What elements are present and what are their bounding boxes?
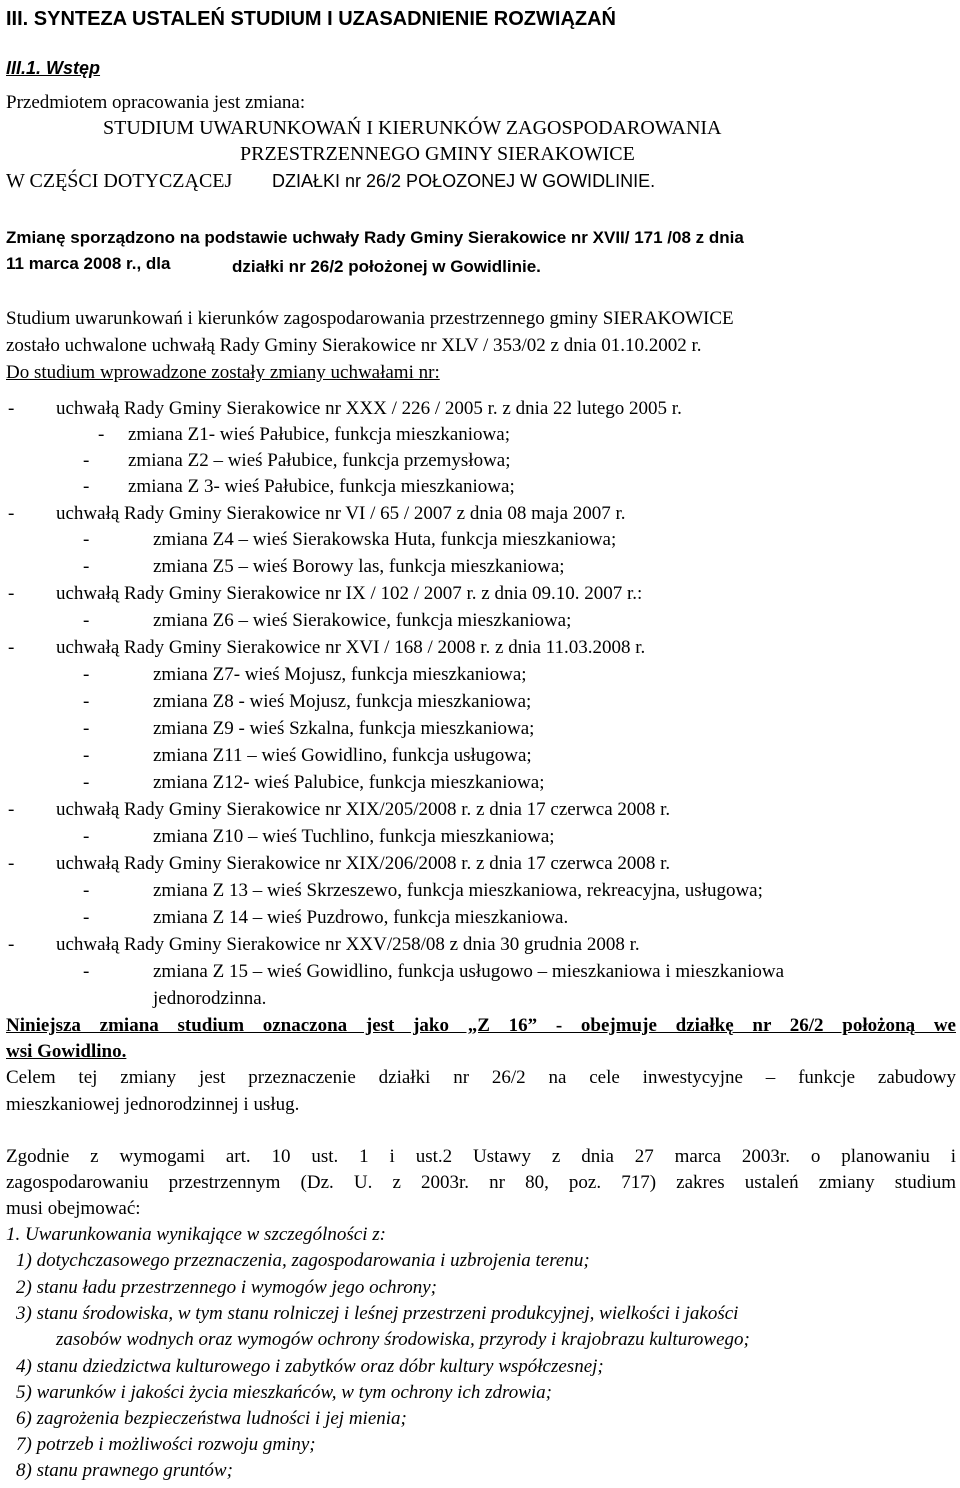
change-z8: zmiana Z8 - wieś Mojusz, funkcja mieszkaniowa; xyxy=(153,691,532,712)
list-dash: - xyxy=(8,853,15,874)
list-dash: - xyxy=(83,691,90,712)
list-dash: - xyxy=(83,772,90,793)
resolution-3: uchwałą Rady Gminy Sierakowice nr IX / 102 / 2007 r. z dnia 09.10. 2007 r.: xyxy=(56,583,643,604)
change-z1: zmiana Z1- wieś Pałubice, funkcja mieszkaniowa; xyxy=(128,424,510,445)
resolution-6: uchwałą Rady Gminy Sierakowice nr XIX/206/2008 r. z dnia 17 czerwca 2008 r. xyxy=(56,853,671,874)
change-z15: zmiana Z 15 – wieś Gowidlino, funkcja usługowo – mieszkaniowa i mieszkaniowa xyxy=(153,961,785,982)
studium-line-1: Studium uwarunkowań i kierunków zagospodarowania przestrzennego gminy SIERAKOWICE xyxy=(6,308,734,329)
condition-3-cont: zasobów wodnych oraz wymogów ochrony środowiska, przyrody i krajobrazu kulturowego; xyxy=(56,1329,750,1350)
change-z10: zmiana Z10 – wieś Tuchlino, funkcja mieszkaniowa; xyxy=(153,826,555,847)
change-z15-cont: jednorodzinna. xyxy=(153,988,267,1009)
condition-6: 6) zagrożenia bezpieczeństwa ludności i jej mienia; xyxy=(16,1408,407,1429)
change-z12: zmiana Z12- wieś Palubice, funkcja mieszkaniowa; xyxy=(153,772,545,793)
conditions-heading: 1. Uwarunkowania wynikające w szczególności z: xyxy=(6,1224,386,1245)
change-z2: zmiana Z2 – wieś Pałubice, funkcja przemysłowa; xyxy=(128,450,511,471)
current-change-line-1: Niniejsza zmiana studium oznaczona jest jako „Z 16” - obejmuje działkę nr 26/2 położoną we xyxy=(6,1015,956,1036)
list-dash: - xyxy=(8,934,15,955)
section-title: III.1. Wstęp xyxy=(6,58,101,78)
list-dash: - xyxy=(83,718,90,739)
condition-1: 1) dotychczasowego przeznaczenia, zagospodarowania i uzbrojenia terenu; xyxy=(16,1250,590,1271)
change-z14: zmiana Z 14 – wieś Puzdrowo, funkcja mieszkaniowa. xyxy=(153,907,569,928)
change-z5: zmiana Z5 – wieś Borowy las, funkcja mieszkaniowa; xyxy=(153,556,565,577)
list-dash: - xyxy=(98,424,105,445)
change-z6: zmiana Z6 – wieś Sierakowice, funkcja mieszkaniowa; xyxy=(153,610,572,631)
list-dash: - xyxy=(8,583,15,604)
law-line-1: Zgodnie z wymogami art. 10 ust. 1 i ust.2 Ustawy z dnia 27 marca 2003r. o planowaniu i xyxy=(6,1146,956,1167)
list-dash: - xyxy=(83,476,90,497)
condition-2: 2) stanu ładu przestrzennego i wymogów jego ochrony; xyxy=(16,1277,437,1298)
basis-line-2a: 11 marca 2008 r., dla xyxy=(6,254,171,273)
basis-line-1: Zmianę sporządzono na podstawie uchwały Rady Gminy Sierakowice nr XVII/ 171 /08 z dnia xyxy=(6,228,744,247)
change-z11: zmiana Z11 – wieś Gowidlino, funkcja usługowa; xyxy=(153,745,532,766)
law-line-2: zagospodarowaniu przestrzennym (Dz. U. z 2003r. nr 80, poz. 717) zakres ustaleń zmiany studium xyxy=(6,1172,956,1193)
list-dash: - xyxy=(83,556,90,577)
list-dash: - xyxy=(83,961,90,982)
purpose-line-2: mieszkaniowej jednorodzinnej i usług. xyxy=(6,1094,300,1115)
law-line-3: musi obejmować: xyxy=(6,1198,141,1219)
title-line-2: PRZESTRZENNEGO GMINY SIERAKOWICE xyxy=(240,143,635,165)
current-change-line-2: wsi Gowidlino. xyxy=(6,1041,127,1062)
document-heading: III. SYNTEZA USTALEŃ STUDIUM I UZASADNIENIE ROZWIĄZAŃ xyxy=(6,8,616,30)
studium-line-3: Do studium wprowadzone zostały zmiany uchwałami nr: xyxy=(6,362,440,383)
list-dash: - xyxy=(83,826,90,847)
change-z7: zmiana Z7- wieś Mojusz, funkcja mieszkaniowa; xyxy=(153,664,527,685)
list-dash: - xyxy=(83,745,90,766)
title-line-3a: W CZĘŚCI DOTYCZĄCEJ xyxy=(6,170,233,192)
condition-7: 7) potrzeb i możliwości rozwoju gminy; xyxy=(16,1434,316,1455)
list-dash: - xyxy=(8,637,15,658)
list-dash: - xyxy=(83,529,90,550)
list-dash: - xyxy=(8,799,15,820)
resolution-1: uchwałą Rady Gminy Sierakowice nr XXX / 226 / 2005 r. z dnia 22 lutego 2005 r. xyxy=(56,398,682,419)
intro-text: Przedmiotem opracowania jest zmiana: xyxy=(6,92,306,113)
resolution-7: uchwałą Rady Gminy Sierakowice nr XXV/258/08 z dnia 30 grudnia 2008 r. xyxy=(56,934,640,955)
resolution-2: uchwałą Rady Gminy Sierakowice nr VI / 65 / 2007 z dnia 08 maja 2007 r. xyxy=(56,503,626,524)
list-dash: - xyxy=(83,450,90,471)
condition-5: 5) warunków i jakości życia mieszkańców, w tym ochrony ich zdrowia; xyxy=(16,1382,552,1403)
change-z4: zmiana Z4 – wieś Sierakowska Huta, funkcja mieszkaniowa; xyxy=(153,529,617,550)
title-line-3b: DZIAŁKI nr 26/2 POŁOZONEJ W GOWIDLINIE. xyxy=(272,171,656,191)
resolution-5: uchwałą Rady Gminy Sierakowice nr XIX/205/2008 r. z dnia 17 czerwca 2008 r. xyxy=(56,799,671,820)
basis-line-2b: działki nr 26/2 położonej w Gowidlinie. xyxy=(232,257,541,276)
list-dash: - xyxy=(8,398,15,419)
list-dash: - xyxy=(8,503,15,524)
list-dash: - xyxy=(83,664,90,685)
list-dash: - xyxy=(83,610,90,631)
title-line-1: STUDIUM UWARUNKOWAŃ I KIERUNKÓW ZAGOSPODAROWANIA xyxy=(103,117,722,139)
list-dash: - xyxy=(83,880,90,901)
change-z13: zmiana Z 13 – wieś Skrzeszewo, funkcja mieszkaniowa, rekreacyjna, usługowa; xyxy=(153,880,763,901)
condition-8: 8) stanu prawnego gruntów; xyxy=(16,1460,233,1481)
condition-4: 4) stanu dziedzictwa kulturowego i zabytków oraz dóbr kultury współczesnej; xyxy=(16,1356,604,1377)
resolution-4: uchwałą Rady Gminy Sierakowice nr XVI / 168 / 2008 r. z dnia 11.03.2008 r. xyxy=(56,637,646,658)
change-z9: zmiana Z9 - wieś Szkalna, funkcja mieszkaniowa; xyxy=(153,718,535,739)
purpose-line-1: Celem tej zmiany jest przeznaczenie działki nr 26/2 na cele inwestycyjne – funkcje zabudowy xyxy=(6,1067,956,1088)
change-z3: zmiana Z 3- wieś Pałubice, funkcja mieszkaniowa; xyxy=(128,476,515,497)
condition-3: 3) stanu środowiska, w tym stanu rolniczej i leśnej przestrzeni produkcyjnej, wielkości i jakości xyxy=(16,1303,739,1324)
list-dash: - xyxy=(83,907,90,928)
studium-line-2: zostało uchwalone uchwałą Rady Gminy Sierakowice nr XLV / 353/02 z dnia 01.10.2002 r. xyxy=(6,335,702,356)
